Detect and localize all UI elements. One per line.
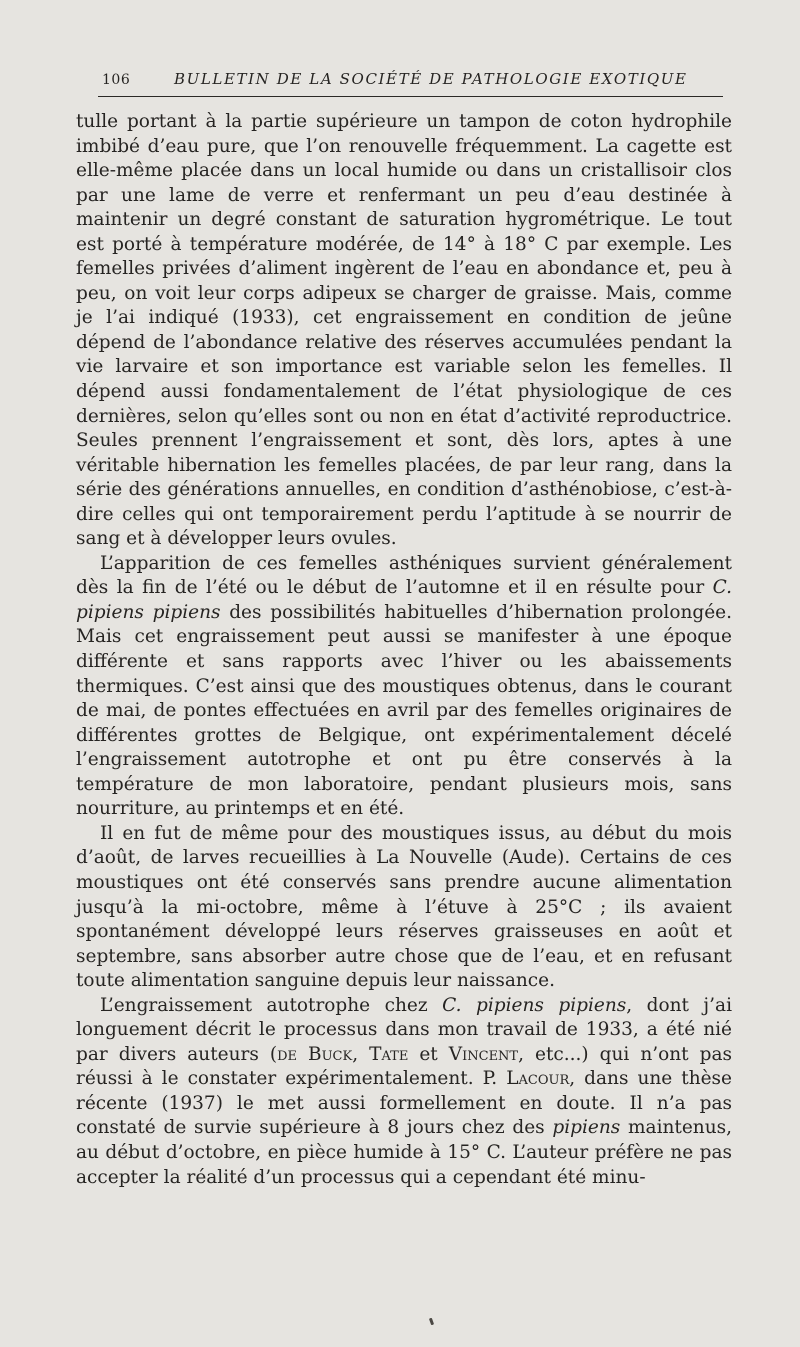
ink-speck <box>429 1318 434 1326</box>
species-name: pipiens <box>552 1117 621 1139</box>
paragraph-4-part-d: et <box>408 1043 449 1065</box>
paragraph-2-part-a: L’apparition de ces femelles asthéniques survient généralement dès la fin de l’été ou le début de l’automne et il en résulte pour <box>76 552 732 599</box>
paragraph-4-part-b: , dont j’ai longuement décrit le processus dans mon travail de 1933, a été nié par divers auteurs ( <box>76 994 732 1065</box>
paragraph-4-part-c: , <box>352 1043 370 1065</box>
paragraph-4 <box>76 994 732 1190</box>
paragraph-2 <box>76 552 732 822</box>
page-header <box>98 62 723 97</box>
page-number: 106 <box>102 72 131 88</box>
author-name: Lacour <box>506 1068 570 1090</box>
paragraph-4-part-a: L’engraissement autotrophe chez <box>100 994 443 1016</box>
paragraph-4-part-e: , etc...) qui n’ont pas réussi à le constater expérimentalement. P. <box>76 1043 732 1090</box>
author-name: de Buck <box>277 1043 353 1065</box>
paragraph-4-part-g: maintenus, au début d’octobre, en pièce humide à 15° C. L’auteur préfère ne pas accepter la réalité d’un processus qui a cependant été minu- <box>76 1117 732 1188</box>
body-text <box>76 110 732 1190</box>
paragraph-3: Il en fut de même pour des moustiques issus, au début du mois d’août, de larves recueillies à La Nouvelle (Aude). Certains de ces moustiques ont été conservés sans prendre aucune alimentation jusqu’à la mi-octobre, même à l’étuve à 25°C ; ils avaient spontanément développé leurs réserves graisseuses en août et septembre, sans absorber autre chose que de l’eau, et en refusant toute alimentation sanguine depuis leur naissance. <box>76 822 732 992</box>
paragraph-2-part-b: des possibilités habituelles d’hibernation prolongée. Mais cet engraissement peut aussi se manifester à une époque différente et sans rapports avec l’hiver ou les abaissements thermiques. C’est ainsi que des moustiques obtenus, dans le courant de mai, de pontes effectuées en avril par des femelles originaires de différentes grottes de Belgique, ont expérimentalement décelé l’engraissement autotrophe et ont pu être conservés à la température de mon laboratoire, pendant plusieurs mois, sans nourriture, au printemps et en été. <box>76 601 732 820</box>
species-name: C. pipiens pipiens <box>76 577 732 623</box>
running-title: BULLETIN DE LA SOCIÉTÉ DE PATHOLOGIE EXOTIQUE <box>174 70 688 88</box>
species-name: C. pipiens pipiens <box>442 994 627 1016</box>
author-name: Tate <box>369 1043 409 1065</box>
paragraph-4-part-f: , dans une thèse récente (1937) le met aussi formellement en doute. Il n’a pas constaté de survie supérieure à 8 jours chez des <box>76 1068 732 1139</box>
paragraph-1: tulle portant à la partie supérieure un tampon de coton hydrophile imbibé d’eau pure, que l’on renouvelle fréquemment. La cagette est elle-même placée dans un local humide ou dans un cristallisoir clos par une lame de verre et renfermant un peu d’eau destinée à maintenir un degré constant de saturation hygrométrique. Le tout est porté à température modérée, de 14° à 18° C par exemple. Les femelles privées d’aliment ingèrent de l’eau en abondance et, peu à peu, on voit leur corps adipeux se charger de graisse. Mais, comme je l’ai indiqué (1933), cet engraissement en condition de jeûne dépend de l’abondance relative des réserves accumulées pendant la vie larvaire et son importance est variable selon les femelles. Il dépend aussi fondamentalement de l’état physiologique de ces dernières, selon qu’elles sont ou non en état d’activité reproductrice. Seules prennent l’engraissement et sont, dès lors, aptes à une véritable hibernation les femelles placées, de par leur rang, dans la série des générations annuelles, en condition d’asthénobiose, c’est-à-dire celles qui ont temporairement perdu l’aptitude à se nourrir de sang et à développer leurs ovules. <box>76 111 732 550</box>
author-name: Vincent <box>448 1043 519 1065</box>
